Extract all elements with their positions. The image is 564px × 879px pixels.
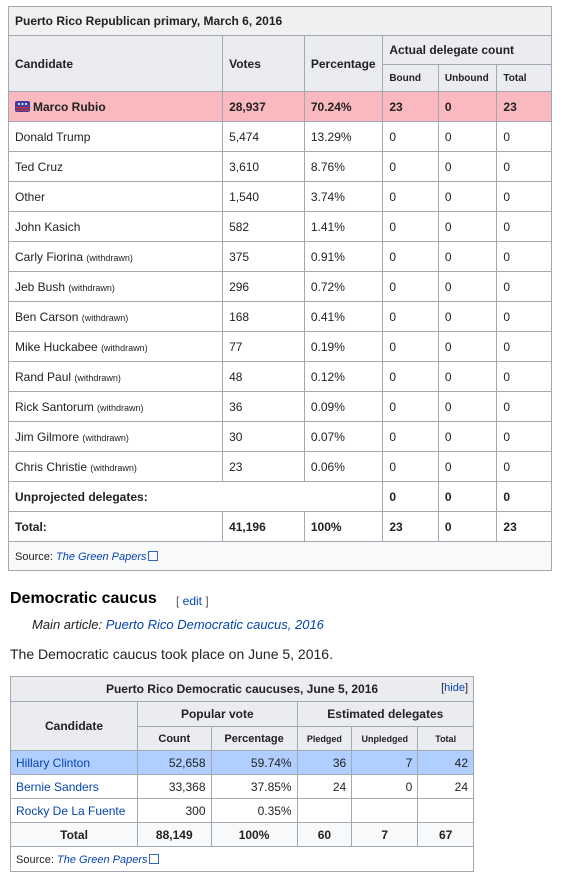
- count-cell: 52,658: [138, 751, 211, 775]
- pct-cell: 0.06%: [304, 452, 382, 482]
- candidate-cell: [9, 242, 223, 272]
- table-row: [11, 751, 474, 775]
- pct-cell: 3.74%: [304, 182, 382, 212]
- total-cell: 0: [497, 272, 552, 302]
- unbound-cell: 0: [438, 152, 497, 182]
- pct-cell: 59.74%: [211, 751, 297, 775]
- table-row: [11, 775, 474, 799]
- total-cell: 0: [497, 242, 552, 272]
- candidate-cell: [11, 799, 138, 823]
- table-row: [9, 122, 552, 152]
- external-link-icon: [148, 551, 158, 561]
- total-cell: 24: [418, 775, 474, 799]
- source-row: [9, 542, 552, 571]
- pct-cell: 100%: [211, 823, 297, 847]
- column-header-unbound: Unbound: [438, 65, 497, 92]
- pct-cell: 0.35%: [211, 799, 297, 823]
- candidate-cell: [9, 392, 223, 422]
- candidate-name: Mike Huckabee: [15, 339, 98, 354]
- pct-cell: 13.29%: [304, 122, 382, 152]
- column-header-percentage: Percentage: [304, 36, 382, 92]
- main-article-hatnote: [32, 617, 324, 632]
- withdrawn-note: (withdrawn): [86, 252, 133, 263]
- column-header-percentage: Percentage: [211, 727, 297, 751]
- votes-cell: 41,196: [223, 512, 305, 542]
- table-row: [9, 92, 552, 122]
- total-cell: 42: [418, 751, 474, 775]
- bound-cell: 23: [383, 512, 439, 542]
- votes-cell: 48: [223, 362, 305, 392]
- democratic-results-table: [10, 676, 474, 872]
- bound-cell: 0: [383, 242, 439, 272]
- candidate-name: Ben Carson: [15, 309, 79, 324]
- withdrawn-note: (withdrawn): [74, 372, 121, 383]
- votes-cell: 1,540: [223, 182, 305, 212]
- table-row: [9, 452, 552, 482]
- votes-cell: 77: [223, 332, 305, 362]
- column-header-popular-vote: Popular vote: [138, 702, 298, 727]
- table-row: [9, 302, 552, 332]
- withdrawn-note: (withdrawn): [101, 342, 148, 353]
- pct-cell: 70.24%: [304, 92, 382, 122]
- candidate-cell: [9, 272, 223, 302]
- total-cell: 23: [497, 92, 552, 122]
- edit-link[interactable]: edit: [182, 594, 203, 608]
- column-header-estimated-delegates: Estimated delegates: [297, 702, 473, 727]
- hide-bracket-close: ]: [464, 682, 468, 694]
- unpledged-cell: 7: [352, 823, 418, 847]
- count-cell: 88,149: [138, 823, 211, 847]
- column-header-total: Total: [418, 727, 474, 751]
- total-cell: 0: [497, 392, 552, 422]
- withdrawn-note: (withdrawn): [68, 282, 115, 293]
- votes-cell: 23: [223, 452, 305, 482]
- unpledged-cell: 0: [352, 775, 418, 799]
- unbound-cell: 0: [438, 182, 497, 212]
- candidate-link[interactable]: Rocky De La Fuente: [16, 803, 126, 818]
- candidate-cell: [9, 122, 223, 152]
- pct-cell: 0.19%: [304, 332, 382, 362]
- candidate-name: Jim Gilmore: [15, 429, 80, 444]
- column-header-total: Total: [497, 65, 552, 92]
- column-header-candidate: Candidate: [9, 36, 223, 92]
- withdrawn-note: (withdrawn): [97, 402, 144, 413]
- unpledged-cell: 7: [352, 751, 418, 775]
- unbound-cell: 0: [438, 272, 497, 302]
- withdrawn-note: (withdrawn): [81, 312, 129, 323]
- table-row: [9, 392, 552, 422]
- total-cell: 0: [497, 422, 552, 452]
- pct-cell: 0.07%: [304, 422, 382, 452]
- bound-cell: 0: [383, 482, 439, 512]
- column-header-unpledged: Unpledged: [352, 727, 418, 751]
- source-row: [11, 847, 474, 872]
- candidate-cell: [9, 92, 223, 122]
- votes-cell: 296: [223, 272, 305, 302]
- edit-bracket-open: [: [176, 594, 183, 608]
- table-row: [9, 272, 552, 302]
- votes-cell: 30: [223, 422, 305, 452]
- unbound-cell: 0: [438, 332, 497, 362]
- bound-cell: 0: [383, 272, 439, 302]
- pct-cell: 0.12%: [304, 362, 382, 392]
- count-cell: 33,368: [138, 775, 211, 799]
- unbound-cell: 0: [438, 452, 497, 482]
- totals-label: Total: [11, 823, 138, 847]
- candidate-name: Donald Trump: [15, 129, 91, 144]
- table-row: [9, 332, 552, 362]
- bound-cell: 0: [383, 212, 439, 242]
- main-article-link[interactable]: Puerto Rico Democratic caucus, 2016: [105, 617, 324, 632]
- candidate-cell: [9, 212, 223, 242]
- hide-bracket-open: [: [441, 682, 445, 694]
- table-caption: [11, 677, 474, 702]
- bound-cell: 0: [383, 452, 439, 482]
- republican-results-table: [8, 6, 552, 571]
- republican-rows: [9, 92, 552, 571]
- pct-cell: 0.72%: [304, 272, 382, 302]
- edit-bracket-close: ]: [202, 594, 209, 608]
- bound-cell: 0: [383, 182, 439, 212]
- source-cell: [9, 542, 552, 571]
- unbound-cell: 0: [438, 302, 497, 332]
- votes-cell: 168: [223, 302, 305, 332]
- pct-cell: 100%: [304, 512, 382, 542]
- table-row: [11, 799, 474, 823]
- bound-cell: 0: [383, 152, 439, 182]
- votes-cell: 5,474: [223, 122, 305, 152]
- candidate-cell: [9, 302, 223, 332]
- column-header-candidate: Candidate: [11, 702, 138, 751]
- unbound-cell: 0: [438, 422, 497, 452]
- total-cell: [418, 799, 474, 823]
- total-cell: 67: [418, 823, 474, 847]
- edit-section: [176, 594, 209, 608]
- section-heading: Democratic caucus: [10, 590, 157, 607]
- candidate-name: Rand Paul: [15, 369, 72, 384]
- bound-cell: 0: [383, 392, 439, 422]
- pct-cell: 0.09%: [304, 392, 382, 422]
- unbound-cell: 0: [438, 482, 497, 512]
- source-link[interactable]: The Green Papers: [55, 550, 147, 563]
- candidate-name: Carly Fiorina: [15, 249, 84, 264]
- pct-cell: 37.85%: [211, 775, 297, 799]
- votes-cell: 28,937: [223, 92, 305, 122]
- table-row: [9, 422, 552, 452]
- unbound-cell: 0: [438, 242, 497, 272]
- totals-label: Total:: [9, 512, 223, 542]
- candidate-name: Other: [15, 189, 46, 204]
- unbound-cell: 0: [438, 92, 497, 122]
- candidate-name: Rick Santorum: [15, 399, 94, 414]
- unprojected-label: Unprojected delegates:: [9, 482, 383, 512]
- pledged-cell: 36: [297, 751, 352, 775]
- total-cell: 23: [497, 512, 552, 542]
- candidate-name: Chris Christie: [15, 459, 88, 474]
- bound-cell: 0: [383, 302, 439, 332]
- candidate-cell: [9, 422, 223, 452]
- column-header-delegates: Actual delegate count: [383, 36, 552, 65]
- totals-row: [11, 823, 474, 847]
- table-row: [9, 182, 552, 212]
- count-cell: 300: [138, 799, 211, 823]
- total-cell: 0: [497, 482, 552, 512]
- bound-cell: 0: [383, 422, 439, 452]
- table-row: [9, 212, 552, 242]
- votes-cell: 375: [223, 242, 305, 272]
- source-label: Source:: [15, 550, 53, 563]
- bound-cell: 0: [383, 122, 439, 152]
- unbound-cell: 0: [438, 512, 497, 542]
- candidate-name: John Kasich: [15, 219, 81, 234]
- source-link[interactable]: The Green Papers: [56, 853, 148, 866]
- total-cell: 0: [497, 152, 552, 182]
- caucus-paragraph: The Democratic caucus took place on June 5, 2016.: [10, 646, 333, 662]
- pledged-cell: 24: [297, 775, 352, 799]
- candidate-cell: [9, 362, 223, 392]
- hide-link[interactable]: hide: [444, 682, 465, 694]
- unbound-cell: 0: [438, 212, 497, 242]
- table-row: [9, 152, 552, 182]
- democratic-rows: [11, 751, 474, 872]
- pct-cell: 1.41%: [304, 212, 382, 242]
- candidate-cell: [9, 332, 223, 362]
- bound-cell: 23: [383, 92, 439, 122]
- table-caption: Puerto Rico Republican primary, March 6, 2016: [9, 7, 552, 36]
- unpledged-cell: [352, 799, 418, 823]
- unbound-cell: 0: [438, 122, 497, 152]
- pledged-cell: [297, 799, 352, 823]
- source-cell: [11, 847, 474, 872]
- pct-cell: 0.41%: [304, 302, 382, 332]
- candidate-cell: [9, 182, 223, 212]
- votes-cell: 582: [223, 212, 305, 242]
- votes-cell: 3,610: [223, 152, 305, 182]
- column-header-count: Count: [138, 727, 211, 751]
- table-row: [9, 242, 552, 272]
- unbound-cell: 0: [438, 362, 497, 392]
- source-label: Source:: [16, 853, 54, 866]
- column-header-pledged: Pledged: [297, 727, 352, 751]
- hide-toggle: [441, 682, 468, 694]
- total-cell: 0: [497, 362, 552, 392]
- candidate-name: Jeb Bush: [15, 279, 66, 294]
- candidate-cell: [11, 775, 138, 799]
- unprojected-row: [9, 482, 552, 512]
- total-cell: 0: [497, 122, 552, 152]
- withdrawn-note: (withdrawn): [90, 462, 137, 473]
- candidate-name: Ted Cruz: [15, 159, 64, 174]
- column-header-votes: Votes: [223, 36, 305, 92]
- total-cell: 0: [497, 212, 552, 242]
- external-link-icon: [149, 854, 159, 864]
- republican-elephant-icon: [15, 101, 30, 112]
- bound-cell: 0: [383, 362, 439, 392]
- pledged-cell: 60: [297, 823, 352, 847]
- candidate-cell: [9, 152, 223, 182]
- candidate-link[interactable]: Bernie Sanders: [16, 779, 99, 794]
- column-header-bound: Bound: [383, 65, 439, 92]
- unbound-cell: 0: [438, 392, 497, 422]
- pct-cell: 0.91%: [304, 242, 382, 272]
- pct-cell: 8.76%: [304, 152, 382, 182]
- total-cell: 0: [497, 332, 552, 362]
- totals-row: [9, 512, 552, 542]
- votes-cell: 36: [223, 392, 305, 422]
- table-row: [9, 362, 552, 392]
- total-cell: 0: [497, 452, 552, 482]
- withdrawn-note: (withdrawn): [82, 432, 129, 443]
- main-article-prefix: Main article:: [32, 617, 103, 632]
- candidate-name: Marco Rubio: [33, 99, 106, 114]
- total-cell: 0: [497, 182, 552, 212]
- candidate-link[interactable]: Hillary Clinton: [16, 755, 91, 770]
- total-cell: 0: [497, 302, 552, 332]
- caption-text: Puerto Rico Democratic caucuses, June 5, 2016: [105, 682, 379, 696]
- candidate-cell: [9, 452, 223, 482]
- candidate-cell: [11, 751, 138, 775]
- bound-cell: 0: [383, 332, 439, 362]
